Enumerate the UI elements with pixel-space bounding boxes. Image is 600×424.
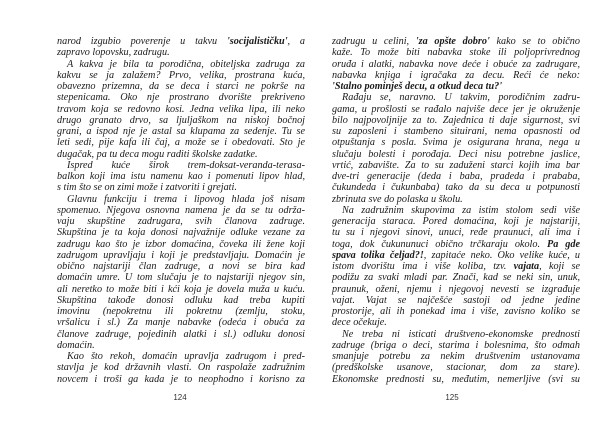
- text-line: [57, 70, 305, 81]
- text-segment: spomenuo. Njegova osnovna namena je da se tu održa-: [57, 204, 305, 216]
- text-segment: s tim što se on zimi može i zatvoriti i grejati.: [57, 182, 237, 194]
- text-segment: Glavnu funkciju i trema i lipovog hlada još nisam: [67, 193, 305, 205]
- text-line: [332, 272, 580, 283]
- text-segment: zadrugu kao što je izbor domaćina, čoveka ili žene koji: [57, 238, 305, 250]
- text-segment: dugačak, pa tu deca mogu raditi školske zadatke.: [57, 148, 258, 160]
- text-segment: domaćin.: [57, 339, 95, 351]
- text-segment: (predškolske usanove, stacionar, dom za stare).: [332, 362, 580, 374]
- text-line: [57, 36, 305, 47]
- text-segment: A kakva je bila ta porodična, obiteljska zadruga za: [67, 58, 305, 70]
- text-segment: dve-tri generacije (deda i baba, pradeda i prababa,: [332, 171, 580, 182]
- left-page-text: [57, 36, 305, 385]
- bold-text: 'socijalističku': [226, 36, 288, 47]
- text-line: [332, 216, 580, 227]
- text-segment: Ispred kuće širok trem-doksat-veranda-terasa-: [67, 159, 305, 171]
- text-segment: zbrinuta sve do polaska u školu.: [332, 193, 463, 205]
- text-segment: otpuštanja s posla. Svima je osigurana hrana, nega u: [332, 137, 580, 149]
- text-segment: leti sedi, pije kafa ili čaj, a može se i obedovati. Sto je: [57, 137, 305, 149]
- text-segment: , zapitaće neko. Oko velike kuće, u: [423, 249, 580, 261]
- text-segment: travom koja se redovno kosi. Jedna velika lipa, ili neko: [57, 103, 305, 115]
- text-segment: imovinu (nepokretnu ili pokretnu (zemlju, stoku,: [57, 306, 305, 317]
- text-segment: vaju skupštine zadrugara, svih članova zadruge.: [57, 216, 305, 227]
- text-segment: toga, dok čukununuci obično trčkaraju okolo.: [332, 238, 547, 250]
- text-line: [332, 81, 580, 92]
- bold-text: vajata: [513, 261, 540, 272]
- text-line: [332, 227, 580, 238]
- text-segment: stepenicama. Oko nje prostrano dvorište prekriveno: [57, 92, 305, 104]
- text-segment: Na zadružnim skupovima za istim stolom sedi više: [342, 204, 580, 216]
- text-segment: dece očekuje.: [332, 317, 387, 329]
- text-line: [57, 126, 305, 137]
- text-line: [57, 81, 305, 92]
- text-segment: ali neretko to može biti i kći koja je dovela muža u kuću.: [57, 283, 305, 295]
- text-segment: generacija staraca. Pored domaćina, koji je najstariji,: [332, 216, 580, 227]
- text-line: [332, 104, 580, 115]
- text-segment: gama, u prošlosti se rađalo najviše dece jer je okruženje: [332, 103, 580, 115]
- text-line: [332, 137, 580, 148]
- text-line: [57, 92, 305, 103]
- text-line: [57, 351, 305, 362]
- text-segment: narod izgubio poverenje u takvu: [57, 36, 227, 47]
- text-line: [332, 205, 580, 216]
- text-line: [57, 329, 305, 340]
- text-line: [332, 362, 580, 373]
- text-segment: zadrugom upravljaju i koji je predstavljaju. Domaćin je: [57, 249, 305, 261]
- text-segment: , a: [287, 36, 305, 47]
- text-line: [57, 59, 305, 70]
- text-line: [332, 36, 580, 47]
- text-line: [332, 194, 580, 205]
- text-line: [57, 362, 305, 373]
- page-number-right: 125: [445, 393, 459, 402]
- text-line: [57, 317, 305, 328]
- bold-text: Pa gde: [547, 238, 580, 250]
- text-segment: tu su i njegovi sinovi, unuci, ređe praunuci, ali ima i: [332, 227, 580, 239]
- text-line: [57, 340, 305, 351]
- text-segment: Skupština je ta koja donosi najvažnije odluke vezane za: [57, 227, 305, 239]
- text-segment: zapravo lopovsku, zadrugu.: [57, 47, 170, 59]
- text-line: [332, 239, 580, 250]
- text-line: [57, 227, 305, 238]
- text-line: [332, 171, 580, 182]
- text-line: [332, 351, 580, 362]
- text-segment: vrtić, zabavište. Za to su zaduženi starci kojih ima bar: [332, 159, 580, 171]
- text-line: [332, 92, 580, 103]
- text-line: [332, 160, 580, 171]
- text-segment: balkon koji ima istu namenu kao i pomenuti lipov hlad,: [57, 171, 305, 182]
- page-number-left: 124: [173, 393, 187, 402]
- bold-text: 'Stalno pominješ decu, a otkud deca tu?': [332, 81, 503, 92]
- text-line: [57, 250, 305, 261]
- text-line: [57, 149, 305, 160]
- text-segment: podižu za svaki mladi par. Znači, kad se neki sin, unuk,: [332, 272, 580, 284]
- text-line: [57, 104, 305, 115]
- text-line: [332, 59, 580, 70]
- text-line: [332, 329, 580, 340]
- text-segment: kakvu se ja zalažem? Prvo, velika, prostrana kuća,: [57, 69, 305, 81]
- text-line: [332, 149, 580, 160]
- text-line: [57, 47, 305, 58]
- text-segment: kaže. To može biti nabavka stoke ili poljoprivrednog: [332, 47, 580, 59]
- text-segment: bilo najpovoljnije za to. Zajednica ti daje sigurnost, svi: [332, 114, 580, 126]
- text-line: [57, 295, 305, 306]
- text-line: [57, 205, 305, 216]
- text-line: [332, 126, 580, 137]
- text-segment: nabavka knjiga i igračaka za decu. Reći će neko:: [332, 69, 580, 81]
- text-segment: Ne treba ni isticati društveno-ekonomske prednosti: [342, 328, 580, 340]
- text-segment: zadrugu u celini,: [332, 36, 416, 47]
- text-line: [332, 317, 580, 328]
- text-segment: drugo granato drvo, sa ljuljaškom na niskoj bočnoj: [57, 114, 305, 126]
- text-segment: domaćin umre. U tom slučaju je to najstariji njegov sin,: [57, 272, 305, 284]
- text-segment: vajat. Vajat se najčešće sastoji od jedne jedine: [332, 294, 580, 306]
- text-line: [57, 160, 305, 171]
- text-segment: obavezno prizemna, da se deca i starci ne pokrše na: [57, 81, 305, 92]
- text-segment: članove zadruge, pojedinih alatki i sl.) odluku donosi: [57, 328, 305, 340]
- text-segment: novcem i troši ga kada je to neophodno i korisno za: [57, 373, 305, 385]
- text-line: [332, 374, 580, 385]
- text-line: [57, 306, 305, 317]
- text-segment: slučaju bolesti i porođaja. Deci nisu potrebne jaslice,: [332, 148, 580, 160]
- text-segment: su zaposleni i stambeno situirani, nema opasnosti od: [332, 126, 580, 137]
- text-line: [57, 216, 305, 227]
- text-line: [57, 261, 305, 272]
- text-segment: stavlja je kod državnih vlasti. On raspolaže zadružnim: [57, 362, 305, 374]
- right-page-text: [332, 36, 580, 385]
- text-line: [57, 171, 305, 182]
- text-line: [332, 250, 580, 261]
- text-line: [332, 115, 580, 126]
- text-segment: Kao što rekoh, domaćin upravlja zadrugom i pred-: [67, 351, 305, 362]
- text-line: [332, 70, 580, 81]
- text-segment: grani, a ispod nje je astal sa klupama za sedenje. Tu se: [57, 126, 305, 137]
- text-line: [57, 194, 305, 205]
- text-line: [57, 137, 305, 148]
- text-segment: vršalicu i sl.) Za manje nabavke (odeća i obuća za: [57, 317, 305, 329]
- text-segment: smanjuje potrebu za nekim društvenim ustanovama: [332, 351, 580, 362]
- text-line: [332, 295, 580, 306]
- text-segment: istom dvorištu ima i više koliba, tzv.: [332, 261, 514, 272]
- text-segment: prostorije, ali ih ponekad ima i više, zavisno koliko se: [332, 306, 580, 317]
- text-segment: zadruge (briga o deci, starima i bolesnima, što odmah: [332, 339, 580, 351]
- text-line: [332, 47, 580, 58]
- text-line: [57, 182, 305, 193]
- text-segment: Skupština takođe donosi odluku kad treba kupiti: [57, 294, 305, 306]
- text-segment: kako se to obično: [489, 36, 580, 47]
- text-segment: praunuk, oženi, njemu i njegovoj nevesti se izgrađuje: [332, 283, 580, 295]
- text-line: [57, 115, 305, 126]
- text-segment: Rađaju se, naravno. U takvim, porodičnim zadru-: [342, 92, 580, 104]
- text-segment: , koji se: [539, 261, 580, 272]
- text-line: [332, 306, 580, 317]
- text-line: [332, 284, 580, 295]
- text-segment: oruđa i alatki, nabavka nove deće i obuće za zadrugare,: [332, 58, 580, 70]
- text-segment: obično najstariji član zadruge, a novi se bira kad: [57, 261, 305, 272]
- text-line: [332, 340, 580, 351]
- bold-text: 'za opšte dobro': [415, 36, 490, 47]
- text-line: [332, 182, 580, 193]
- text-line: [57, 374, 305, 385]
- text-segment: čukundeda i čukunbaba) tako da su deca u potpunosti: [332, 182, 580, 194]
- text-segment: Ekonomske prednosti su, međutim, nemerljive (svi su: [332, 373, 580, 385]
- text-line: [57, 284, 305, 295]
- bold-text: spava tolika čeljad?!: [332, 249, 424, 261]
- text-line: [57, 239, 305, 250]
- text-line: [57, 272, 305, 283]
- text-line: [332, 261, 580, 272]
